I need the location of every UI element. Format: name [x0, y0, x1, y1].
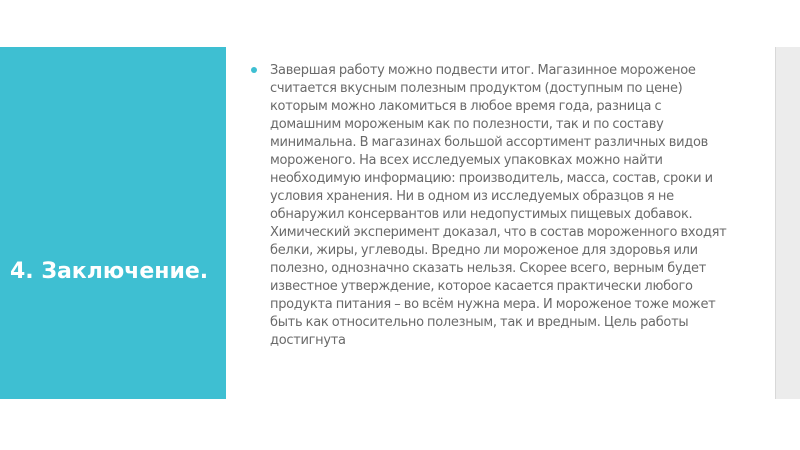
- slide-content: [258, 62, 728, 350]
- right-decorative-band: [775, 47, 800, 399]
- title-panel: [0, 47, 226, 399]
- bullet-dot-icon: [251, 67, 257, 73]
- conclusion-text: Завершая работу можно подвести итог. Магазинное мороженое считается вкусным полезным продуктом (доступным по цене) которым можно лакомиться в любое время года, разница с домашним мороженым как по полезности, так и по составу минимальна. В магазинах большой ассортимент различных видов мороженого. На всех исследуемых упаковках можно найти необходимую информацию: производитель, масса, состав, сроки и условия хранения. Ни в одном из исследуемых образцов я не обнаружил консервантов или недопустимых пищевых добавок. Химический эксперимент доказал, что в состав мороженного входят белки, жиры, углеводы. Вредно ли мороженое для здоровья или полезно, однозначно сказать нельзя. Скорее всего, верным будет известное утверждение, которое касается практически любого продукта питания – во всём нужна мера. И мороженое тоже может быть как относительно полезным, так и вредным. Цель работы достигнута: [270, 63, 727, 348]
- slide-title: 4. Заключение.: [10, 259, 209, 284]
- right-band-divider: [775, 47, 776, 399]
